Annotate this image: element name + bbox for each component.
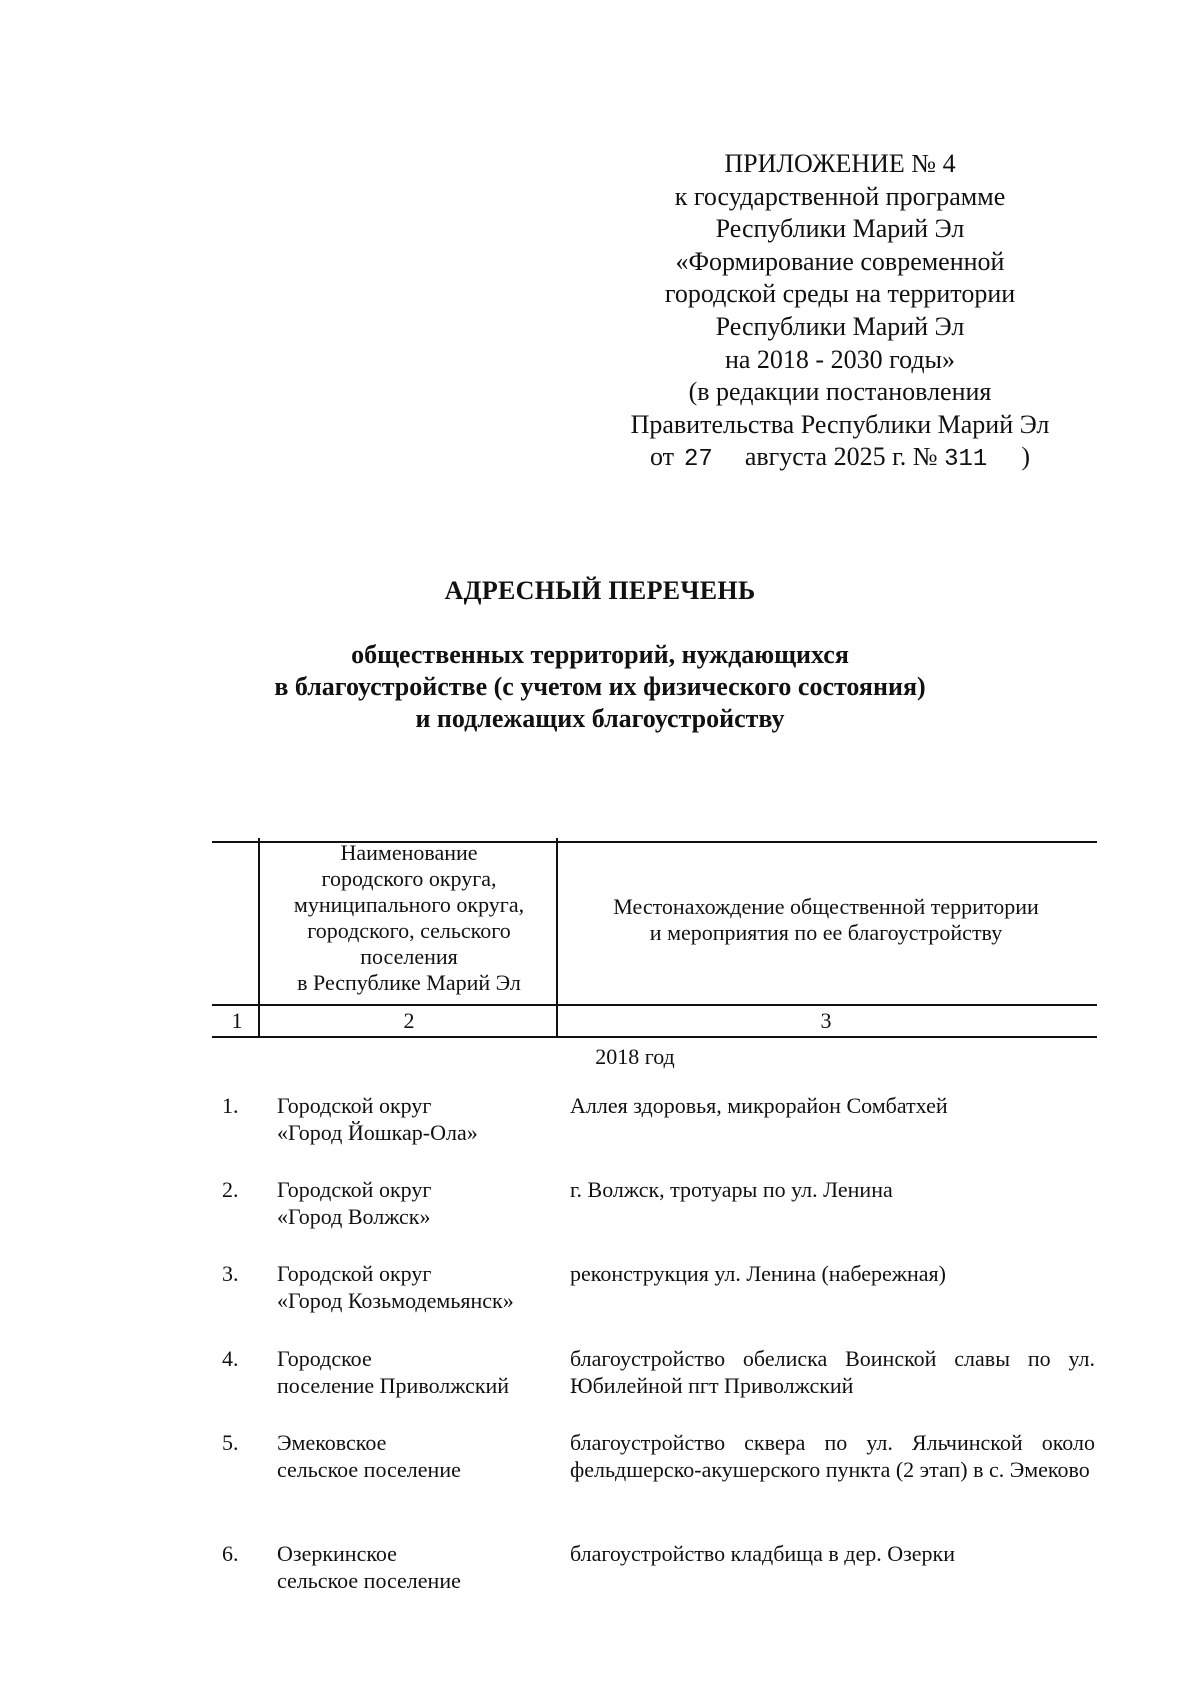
appendix-line: городской среды на территории: [664, 279, 1016, 309]
row-index: 5.: [222, 1430, 239, 1455]
header-col-location: [562, 894, 1090, 946]
appendix-line: Правительства Республики Марий Эл: [630, 409, 1050, 439]
header-line: Местонахождение общественной территории: [613, 894, 1039, 919]
municipality-line: сельское поселение: [277, 1568, 461, 1593]
row-location: благоустройство обелиска Воинской славы по ул. Юбилейной пгт Приволжский: [570, 1346, 1095, 1398]
header-line: городского округа,: [321, 866, 497, 891]
row-location: г. Волжск, тротуары по ул. Ленина: [570, 1177, 893, 1202]
row-index: 4.: [222, 1346, 239, 1371]
document-title: АДРЕСНЫЙ ПЕРЕЧЕНЬ: [444, 576, 756, 605]
municipality-line: Озеркинское: [277, 1541, 397, 1566]
municipality-line: «Город Козьмодемьянск»: [277, 1288, 514, 1313]
row-municipality: [277, 1429, 547, 1483]
table-col-divider: [258, 838, 260, 1038]
appendix-line: «Формирование современной: [675, 246, 1005, 276]
appendix-line: Республики Марий Эл: [715, 214, 965, 244]
resolution-number: 311: [944, 446, 988, 474]
header-line: и мероприятия по ее благоустройству: [649, 920, 1003, 945]
appendix-line: (в редакции постановления: [688, 377, 992, 407]
appendix-line: Республики Марий Эл: [715, 311, 965, 341]
appendix-line: ПРИЛОЖЕНИЕ № 4: [724, 149, 956, 178]
row-municipality: [277, 1092, 547, 1146]
header-line: в Республике Марий Эл: [297, 970, 521, 995]
municipality-line: «Город Волжск»: [277, 1204, 431, 1229]
resolution-date-line: [590, 441, 1090, 477]
municipality-line: Городское: [277, 1346, 372, 1371]
row-location: реконструкция ул. Ленина (набережная): [570, 1261, 946, 1286]
resolution-month-year: августа 2025 г. №: [744, 442, 938, 472]
municipality-line: Городской округ: [277, 1177, 432, 1202]
resolution-day: 27: [684, 446, 713, 474]
column-number: 2: [403, 1008, 415, 1033]
subtitle-line: в благоустройстве (с учетом их физического состояния): [274, 672, 926, 701]
municipality-line: поселение Приволжский: [277, 1373, 510, 1398]
row-index: 2.: [222, 1177, 239, 1202]
row-municipality: [277, 1176, 547, 1230]
row-municipality: [277, 1260, 547, 1314]
document-subtitle: [0, 639, 1200, 735]
municipality-line: Городской округ: [277, 1261, 432, 1286]
column-number: 1: [231, 1008, 243, 1033]
row-index: 1.: [222, 1093, 239, 1118]
row-location: Аллея здоровья, микрорайон Сомбатхей: [570, 1093, 948, 1118]
table-header-rule: [212, 1004, 1097, 1006]
row-location: благоустройство сквера по ул. Яльчинской около фельдшерско-акушерского пункта (2 этап) в с. Эмеково: [570, 1430, 1095, 1482]
municipality-line: сельское поселение: [277, 1457, 461, 1482]
header-col-municipality: [262, 840, 556, 996]
header-line: поселения: [360, 944, 458, 969]
municipality-line: Эмековское: [277, 1430, 387, 1455]
header-line: городского, сельского: [307, 918, 511, 943]
appendix-line: на 2018 - 2030 годы»: [724, 344, 956, 374]
header-line: Наименование: [340, 840, 478, 865]
row-municipality: [277, 1345, 547, 1399]
appendix-line: к государственной программе: [674, 181, 1006, 211]
subtitle-line: общественных территорий, нуждающихся: [351, 640, 849, 669]
from-prefix: от: [649, 442, 675, 472]
row-index: 6.: [222, 1541, 239, 1566]
subtitle-line: и подлежащих благоустройству: [415, 704, 785, 733]
year-label: 2018 год: [595, 1044, 675, 1069]
closing-paren: ): [1021, 442, 1030, 472]
municipality-line: Городской округ: [277, 1093, 432, 1118]
municipality-line: «Город Йошкар-Ола»: [277, 1120, 478, 1145]
row-municipality: [277, 1540, 547, 1594]
header-line: муниципального округа,: [293, 892, 525, 917]
appendix-header: [590, 148, 1090, 477]
row-index: 3.: [222, 1261, 239, 1286]
table-numbers-rule: [212, 1036, 1097, 1038]
column-number: 3: [820, 1008, 832, 1033]
table-col-divider: [556, 838, 558, 1038]
row-location: благоустройство кладбища в дер. Озерки: [570, 1541, 956, 1566]
